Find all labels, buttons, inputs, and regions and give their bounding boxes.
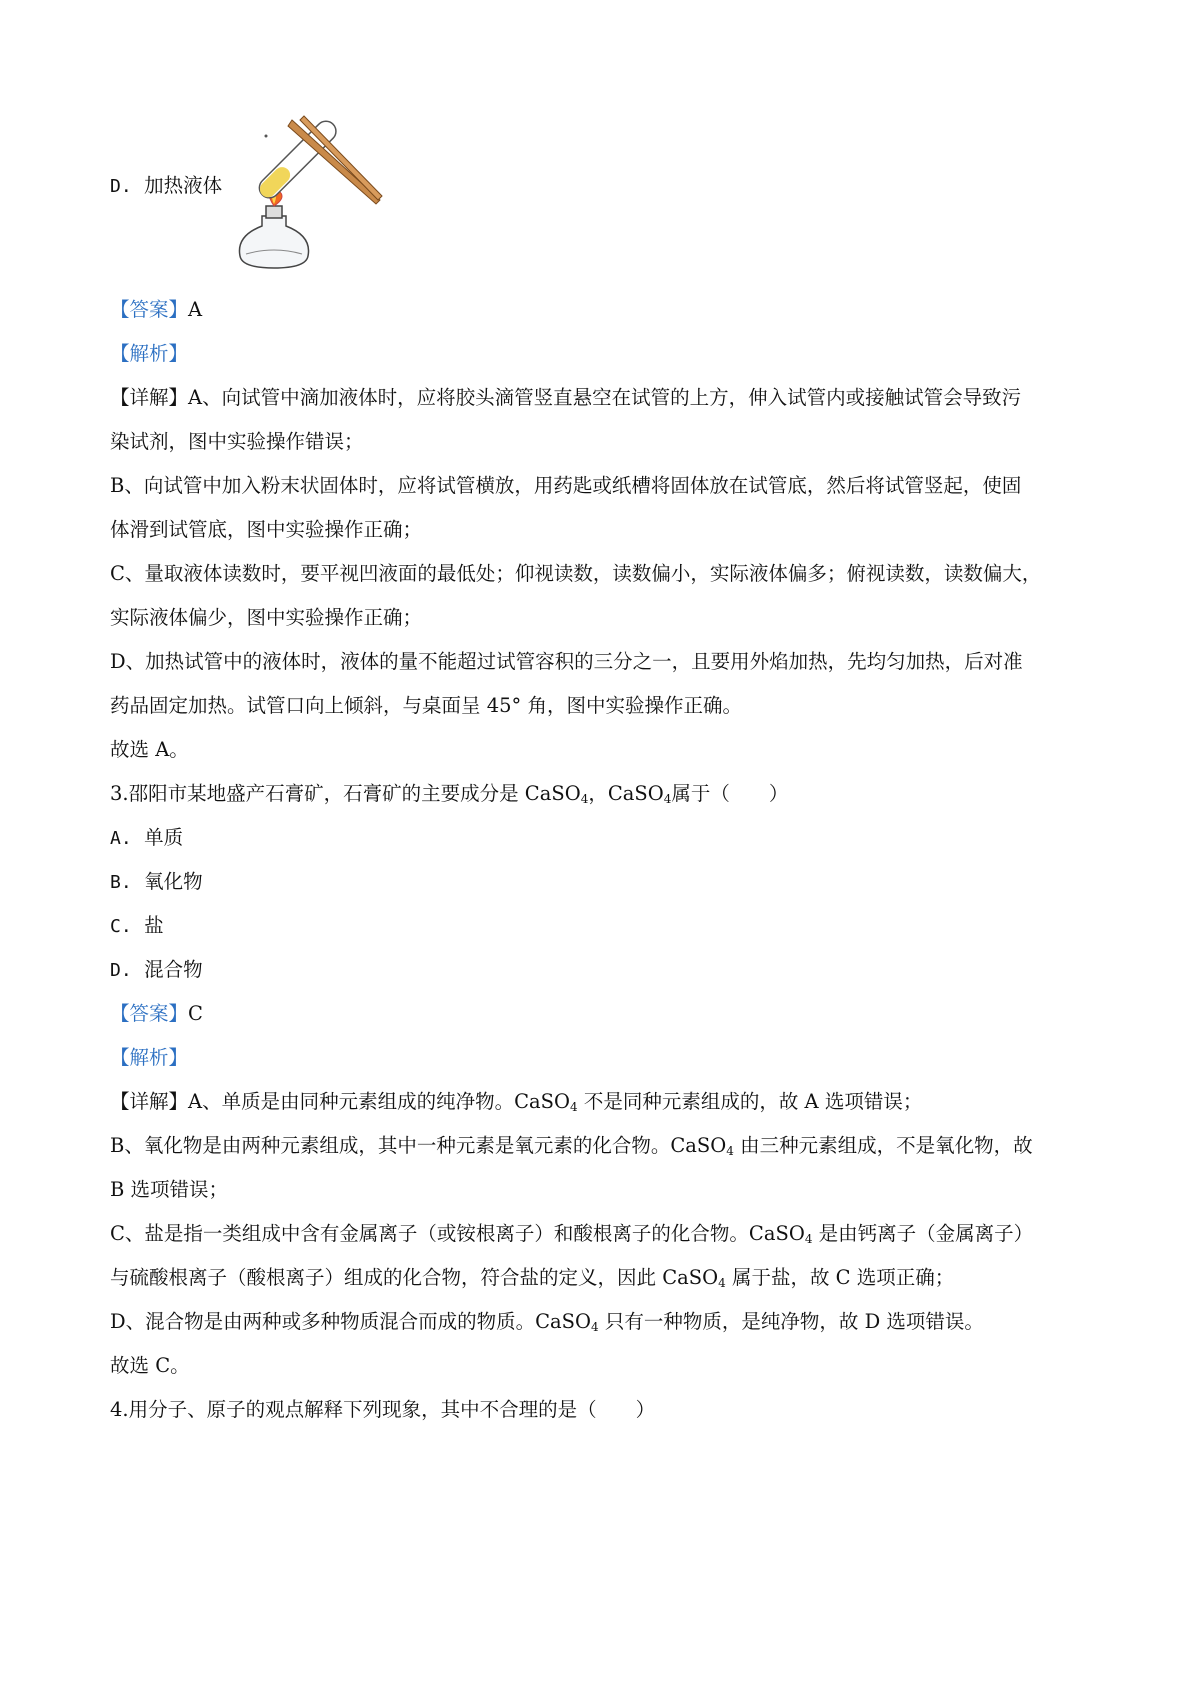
subscript-4: 4 xyxy=(591,1320,599,1334)
option-text: 加热液体 xyxy=(144,174,223,197)
detail-text: D、混合物是由两种或多种物质混合而成的物质。 xyxy=(110,1310,536,1333)
subscript-4: 4 xyxy=(726,1144,734,1158)
detail-text: B、氧化物是由两种元素组成，其中一种元素是氧元素的化合物。 xyxy=(110,1134,671,1157)
detail-text: C、盐是指一类组成中含有金属离子（或铵根离子）和酸根离子的化合物。 xyxy=(110,1222,749,1245)
q3-option-d xyxy=(110,956,203,985)
q2-detail-d-line1: D、加热试管中的液体时，液体的量不能超过试管容积的三分之一，且要用外焰加热，先均匀加热，后对准 xyxy=(110,650,1023,673)
q3-conclusion: 故选 C。 xyxy=(110,1354,190,1377)
detail-text: 不是同种元素组成的，故 A 选项错误； xyxy=(583,1090,923,1113)
formula: CaSO xyxy=(514,1090,571,1113)
subscript-4: 4 xyxy=(663,792,672,806)
q2-analysis-tag xyxy=(110,340,188,368)
q3-detail-c-line1 xyxy=(110,1220,1033,1248)
detail-text: 只有一种物质，是纯净物，故 D 选项错误。 xyxy=(604,1310,984,1333)
q3-detail-b-line1 xyxy=(110,1132,1033,1160)
q3-option-c xyxy=(110,912,164,941)
detail-text: 由三种元素组成，不是氧化物，故 xyxy=(740,1134,1033,1157)
option-text: 单质 xyxy=(144,826,184,849)
answer-value: C xyxy=(188,1002,203,1025)
stem-text-c: 属于（ ） xyxy=(671,782,789,805)
heating-liquid-illustration xyxy=(232,108,392,272)
detail-text: 属于盐，故 C 选项正确； xyxy=(731,1266,955,1289)
detail-tag: 【详解】 xyxy=(110,1090,189,1113)
subscript-4: 4 xyxy=(718,1276,726,1290)
subscript-4: 4 xyxy=(580,792,589,806)
q2-detail-b-line2: 体滑到试管底，图中实验操作正确； xyxy=(110,518,423,541)
option-letter: D. xyxy=(110,176,132,197)
answer-value: A xyxy=(188,298,203,321)
q3-analysis-tag xyxy=(110,1044,188,1072)
analysis-tag: 【解析】 xyxy=(110,342,189,365)
q2-option-d xyxy=(110,172,222,201)
formula: CaSO xyxy=(748,1222,805,1245)
q3-stem xyxy=(110,780,788,808)
detail-text: 与硫酸根离子（酸根离子）组成的化合物，符合盐的定义，因此 xyxy=(110,1266,663,1289)
q3-answer xyxy=(110,1000,203,1028)
subscript-4: 4 xyxy=(570,1100,578,1114)
option-letter: C. xyxy=(110,916,132,937)
option-text: 盐 xyxy=(144,914,164,937)
q2-detail-c-line2: 实际液体偏少，图中实验操作正确； xyxy=(110,606,423,629)
stem-text-b: ，CaSO xyxy=(588,782,664,805)
option-text: 混合物 xyxy=(144,958,203,981)
answer-tag: 【答案】 xyxy=(110,298,189,321)
formula: CaSO xyxy=(662,1266,719,1289)
q2-detail-b-line1: B、向试管中加入粉末状固体时，应将试管横放，用药匙或纸槽将固体放在试管底，然后将试管竖起，使固 xyxy=(110,474,1022,497)
option-letter: B. xyxy=(110,872,132,893)
formula: CaSO xyxy=(670,1134,727,1157)
stem-text-a: 3.邵阳市某地盛产石膏矿，石膏矿的主要成分是 CaSO xyxy=(110,782,581,805)
answer-tag: 【答案】 xyxy=(110,1002,189,1025)
q4-stem: 4.用分子、原子的观点解释下列现象，其中不合理的是（ ） xyxy=(110,1398,656,1421)
formula: CaSO xyxy=(535,1310,592,1333)
detail-tag: 【详解】 xyxy=(110,386,189,409)
q3-detail-b-line2: B 选项错误； xyxy=(110,1178,229,1201)
detail-text: 是由钙离子（金属离子） xyxy=(818,1222,1034,1245)
subscript-4: 4 xyxy=(804,1232,813,1246)
q2-detail-a-line1 xyxy=(110,384,1021,412)
detail-text: A、向试管中滴加液体时，应将胶头滴管竖直悬空在试管的上方，伸入试管内或接触试管会导致污 xyxy=(188,386,1022,409)
q3-detail-c-line2 xyxy=(110,1264,954,1292)
q2-detail-d-line2: 药品固定加热。试管口向上倾斜，与桌面呈 45° 角，图中实验操作正确。 xyxy=(110,694,742,717)
q3-option-a xyxy=(110,824,183,853)
option-letter: A. xyxy=(110,828,132,849)
q2-detail-a-line2: 染试剂，图中实验操作错误； xyxy=(110,430,364,453)
q2-detail-c-line1: C、量取液体读数时，要平视凹液面的最低处；仰视读数，读数偏小，实际液体偏多；俯视读数，读数偏大， xyxy=(110,562,1042,585)
q2-conclusion: 故选 A。 xyxy=(110,738,189,761)
analysis-tag: 【解析】 xyxy=(110,1046,189,1069)
option-text: 氧化物 xyxy=(144,870,203,893)
q3-option-b xyxy=(110,868,203,897)
q2-answer xyxy=(110,296,202,324)
detail-text: A、单质是由同种元素组成的纯净物。 xyxy=(188,1090,515,1113)
q3-detail-a xyxy=(110,1088,922,1116)
q3-detail-d xyxy=(110,1308,984,1336)
option-letter: D. xyxy=(110,960,132,981)
